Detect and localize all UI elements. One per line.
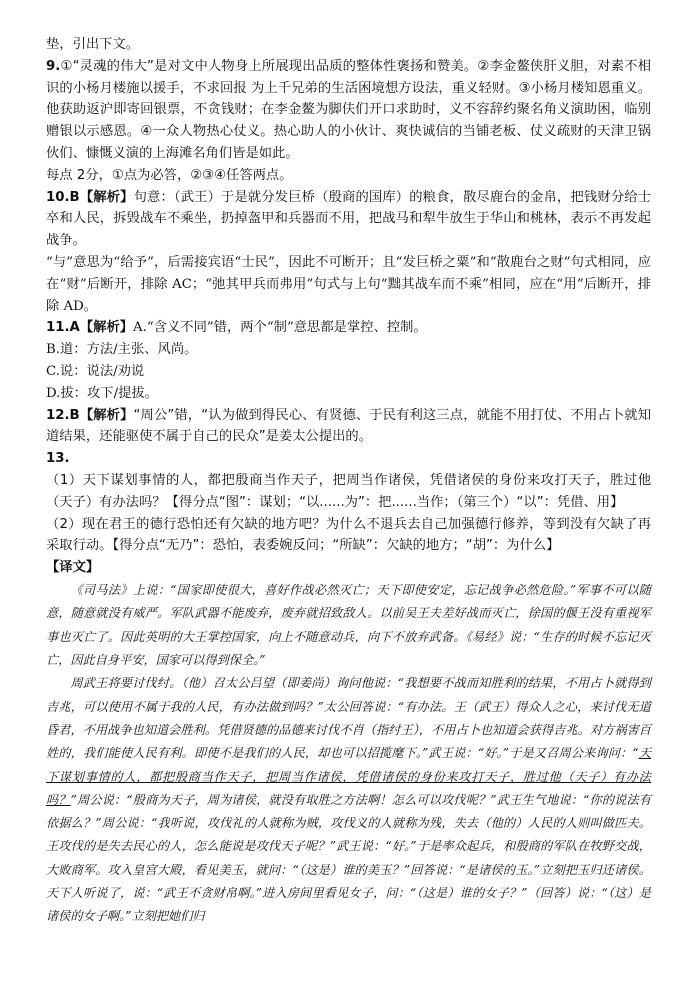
translation-underlined-sentence: 天下谋划事情的人，都把殷商当作天子，把周当作诸侯，凭借诸侯的身份来攻打天子，胜过他（天子）有办法吗？ (46, 746, 652, 807)
answer-11-option-b: B.道：方法/主张、风尚。 (46, 342, 198, 358)
answer-11 (46, 317, 651, 339)
answer-11-option-d: D.拔：攻下/提拔。 (46, 385, 158, 401)
translation-paragraph-2 (46, 672, 651, 928)
answer-12-text: “周公”错，“认为做到得民心、有贤德、于民有利这三点，就能不用打仗、不用占卜就知道结果，还能驱使不属于自己的民众”是姜太公提出的。 (46, 407, 651, 445)
answer-10-explanation: “与”意思为“给予”，后需接宾语“士民”，因此不可断开；且“发巨桥之粟”和“散鹿台之财”句式相同，应在“财”后断开，排除 AC；“弛其甲兵而弗用”句式与上句“黜其战车而不乘”相同，应在“用”后断开，排除 AD。 (46, 254, 651, 314)
translation-header: 【译文】 (46, 560, 100, 576)
answer-13-part-2: （2）现在君王的德行恐怕还有欠缺的地方吧？为什么不退兵去自己加强德行修养，等到没有欠缺了再采取行动。【得分点“无乃”：恐怕，表委婉反问；“所缺”：欠缺的地方；“胡”：为什么】 (46, 516, 651, 554)
answer-12-number: 12.B (46, 407, 80, 423)
answer-10 (46, 187, 651, 252)
answer-11-number: 11.A (46, 320, 80, 336)
answer-9-text: ①“灵魂的伟大”是对文中人物身上所展现出品质的整体性褒扬和赞美。②李金鳌侠肝义胆，对素不相识的小杨月楼施以援手，不求回报 为上千兄弟的生活困境想方设法，重义轻财。③小杨月楼知恩重义。他获助返沪即寄回银票，不贪钱财；在李金鳌为脚伕们开口求助时，义不容辞约聚名角义演助困，临别赠银以示感恩。④一众人物热心仗义。热心助人的小伙计、爽快诚信的当铺老板、仗义疏财的天津卫锅伙们、慷慨义演的上海滩名角们皆是如此。 (46, 58, 651, 161)
line-intro: 垫，引出下文。 (46, 37, 140, 52)
translation-paragraph-1: 《司马法》上说：“国家即使很大，喜好作战必然灭亡；天下即使安定，忘记战争必然危险。”军事不可以随意，随意就没有威严。军队武器不能废弃，废弃就招致敌人。以前吴王夫差好战而灭亡，徐国的偃王没有重视军事也灭亡了。因此英明的大王掌控国家，向上不随意动兵，向下不放弃武备。《易经》说：“生存的时候不忘记灭亡，因此自身平安，国家可以得到保全。” (46, 583, 651, 668)
answer-page (46, 34, 651, 929)
translation-p2-start: 周武王将要讨伐纣。（他）召太公吕望（即姜尚）询问他说：“我想要不战而知胜利的结果，不用占卜就得到吉兆，可以使用不属于我的人民，有办法做到吗？”太公回答说：“有办法。王（武王）得众人之心，来讨伐无道昏君，不用战争也知道会胜利。凭借贤德的品德来讨伐不肖（指纣王），不用占卜也知道会获得吉兆。对方祸害百姓的，我们能使人民有利。即使不是我们的人民，却也可以招揽麾下。”武王说：“好。”于是又召周公来询问：“ (46, 676, 651, 761)
analysis-tag: 【解析】 (79, 189, 134, 205)
answer-13-number (46, 448, 651, 470)
analysis-tag: 【解析】 (79, 407, 134, 423)
answer-11-option-a: A.“含义不同”错，两个“制”意思都是掌控、控制。 (133, 320, 427, 336)
answer-9-score: 每点 2分，①点为必答，②③④任答两点。 (46, 167, 293, 183)
answer-13-label: 13. (46, 451, 70, 467)
answer-10-text: 句意：（武王）于是就分发巨桥（殷商的国库）的粮食，散尽鹿台的金帛，把钱财分给士卒和人民，拆毁战车不乘坐，扔掉盔甲和兵器而不用，把战马和犁牛放生于华山和桃林，表示不再发起战争。 (46, 189, 651, 249)
answer-13-part-1: （1）天下谋划事情的人，都把殷商当作天子，把周当作诸侯，凭借诸侯的身份来攻打天子，胜过他（天子）有办法吗？【得分点“图”：谋划；“以......为”：把......当作；（第三个）“以”：凭借、用】 (46, 472, 651, 510)
answer-9 (46, 56, 651, 165)
answer-12 (46, 405, 651, 449)
answer-9-number: 9. (46, 58, 61, 74)
answer-10-number: 10.B (46, 189, 80, 205)
answer-11-option-c: C.说：说法/劝说 (46, 363, 145, 379)
analysis-tag: 【解析】 (79, 320, 134, 336)
translation-p2-rest: ”周公说：“殷商为天子，周为诸侯，就没有取胜之方法啊！怎么可以攻伐呢？”武王生气地说：“你的说法有依据么？”周公说：“我听说，攻伐礼的人就称为贼，攻伐义的人就称为残，失去（他的）人民的人则叫做匹夫。王攻伐的是失去民心的人，怎么能说是攻伐天子呢？”武王说：“好。”于是率众起兵，和殷商的军队在牧野交战，大败商军。攻入皇宫大殿，看见美玉，就问：“（这是）谁的美玉？”回答说：“是诸侯的玉。”立刻把玉归还诸侯。天下人听说了，说：“武王不贪财帛啊。”进入房间里看见女子，问：“（这是）谁的女子？”（回答）说：“（这）是诸侯的女子啊。”立刻把她们归 (46, 792, 652, 924)
